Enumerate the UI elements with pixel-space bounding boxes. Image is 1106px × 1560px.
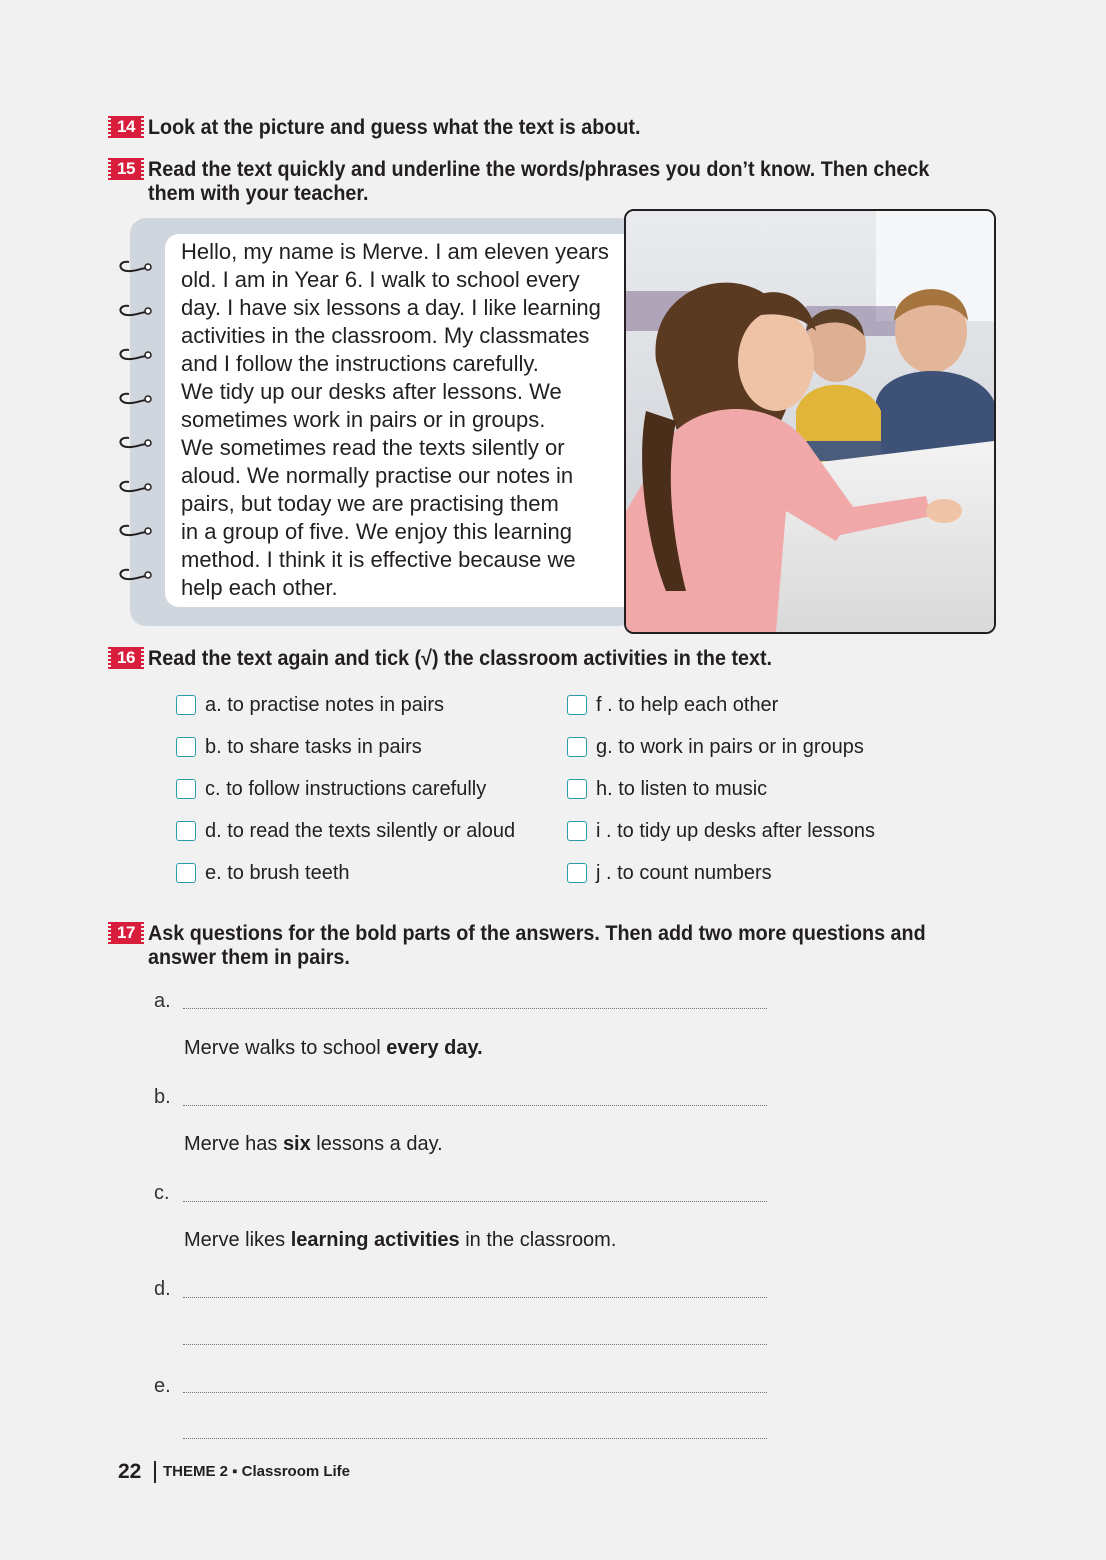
exercise-17-instruction-line2: answer them in pairs. <box>148 946 350 969</box>
option-c-checkbox[interactable] <box>176 779 196 799</box>
exercise-15-instruction-line2: them with your teacher. <box>148 182 369 205</box>
question-c-label: c. <box>154 1182 170 1204</box>
page-number: 22 <box>118 1460 142 1483</box>
exercise-15-instruction-line1: Read the text quickly and underline the words/phrases you don’t know. Then check <box>148 158 930 181</box>
exercise-number-badge: 14 <box>111 116 141 138</box>
spiral-ring-icon <box>115 258 155 274</box>
question-c-answer: Merve likes learning activities in the classroom. <box>184 1229 617 1251</box>
spiral-ring-icon <box>115 346 155 362</box>
question-a-label: a. <box>154 990 171 1012</box>
question-b-answer: Merve has six lessons a day. <box>184 1133 443 1155</box>
question-d-label: d. <box>154 1278 171 1300</box>
option-i-checkbox[interactable] <box>567 821 587 841</box>
option-e-label: e. to brush teeth <box>205 862 350 884</box>
option-h-checkbox[interactable] <box>567 779 587 799</box>
exercise-17-instruction-line1: Ask questions for the bold parts of the answers. Then add two more questions and <box>148 922 926 945</box>
option-a-checkbox[interactable] <box>176 695 196 715</box>
exercise-16-instruction: Read the text again and tick (√) the classroom activities in the text. <box>148 647 773 670</box>
option-a-label: a. to practise notes in pairs <box>205 694 445 716</box>
classroom-photo-illustration <box>626 211 994 632</box>
option-d-label: d. to read the texts silently or aloud <box>205 820 516 842</box>
option-i-label: i . to tidy up desks after lessons <box>596 820 876 842</box>
option-f-label: f . to help each other <box>596 694 779 716</box>
option-c-label: c. to follow instructions carefully <box>205 778 487 800</box>
option-j-checkbox[interactable] <box>567 863 587 883</box>
option-g-label: g. to work in pairs or in groups <box>596 736 864 758</box>
exercise-number-badge: 17 <box>111 922 141 944</box>
option-d-checkbox[interactable] <box>176 821 196 841</box>
spiral-ring-icon <box>115 302 155 318</box>
question-c-writing-line[interactable] <box>183 1201 767 1202</box>
question-a-answer: Merve walks to school every day. <box>184 1037 483 1059</box>
spiral-ring-icon <box>115 434 155 450</box>
reading-text: Hello, my name is Merve. I am eleven years old. I am in Year 6. I walk to school every day. I have six lessons a day. I like learning activities in the classroom. My classmates and I follow the instructions carefully. We tidy up our desks after lessons. We sometimes work in pairs or in groups. We sometimes read the texts silently or aloud. We normally practise our notes in pairs, but today we are practising them in a group of five. We enjoy this learning method. I think it is effective because we help each other. <box>181 239 609 600</box>
option-b-checkbox[interactable] <box>176 737 196 757</box>
spiral-ring-icon <box>115 522 155 538</box>
exercise-number-badge: 15 <box>111 158 141 180</box>
question-e-writing-line[interactable] <box>183 1392 767 1393</box>
question-e-label: e. <box>154 1375 171 1397</box>
option-j-label: j . to count numbers <box>596 862 772 884</box>
option-g-checkbox[interactable] <box>567 737 587 757</box>
exercise-number-badge: 16 <box>111 647 141 669</box>
spiral-ring-icon <box>115 390 155 406</box>
spiral-ring-icon <box>115 566 155 582</box>
option-e-checkbox[interactable] <box>176 863 196 883</box>
spiral-ring-icon <box>115 478 155 494</box>
option-f-checkbox[interactable] <box>567 695 587 715</box>
option-h-label: h. to listen to music <box>596 778 768 800</box>
question-e-answer-line[interactable] <box>183 1438 767 1439</box>
question-d-answer-line[interactable] <box>183 1344 767 1345</box>
exercise-14-instruction: Look at the picture and guess what the text is about. <box>148 116 641 139</box>
question-d-writing-line[interactable] <box>183 1297 767 1298</box>
option-b-label: b. to share tasks in pairs <box>205 736 422 758</box>
question-a-writing-line[interactable] <box>183 1008 767 1009</box>
footer-divider <box>154 1461 156 1483</box>
classroom-photo <box>624 209 996 634</box>
question-b-writing-line[interactable] <box>183 1105 767 1106</box>
footer-theme-title: THEME 2 ▪ Classroom Life <box>163 1463 351 1480</box>
question-b-label: b. <box>154 1086 171 1108</box>
